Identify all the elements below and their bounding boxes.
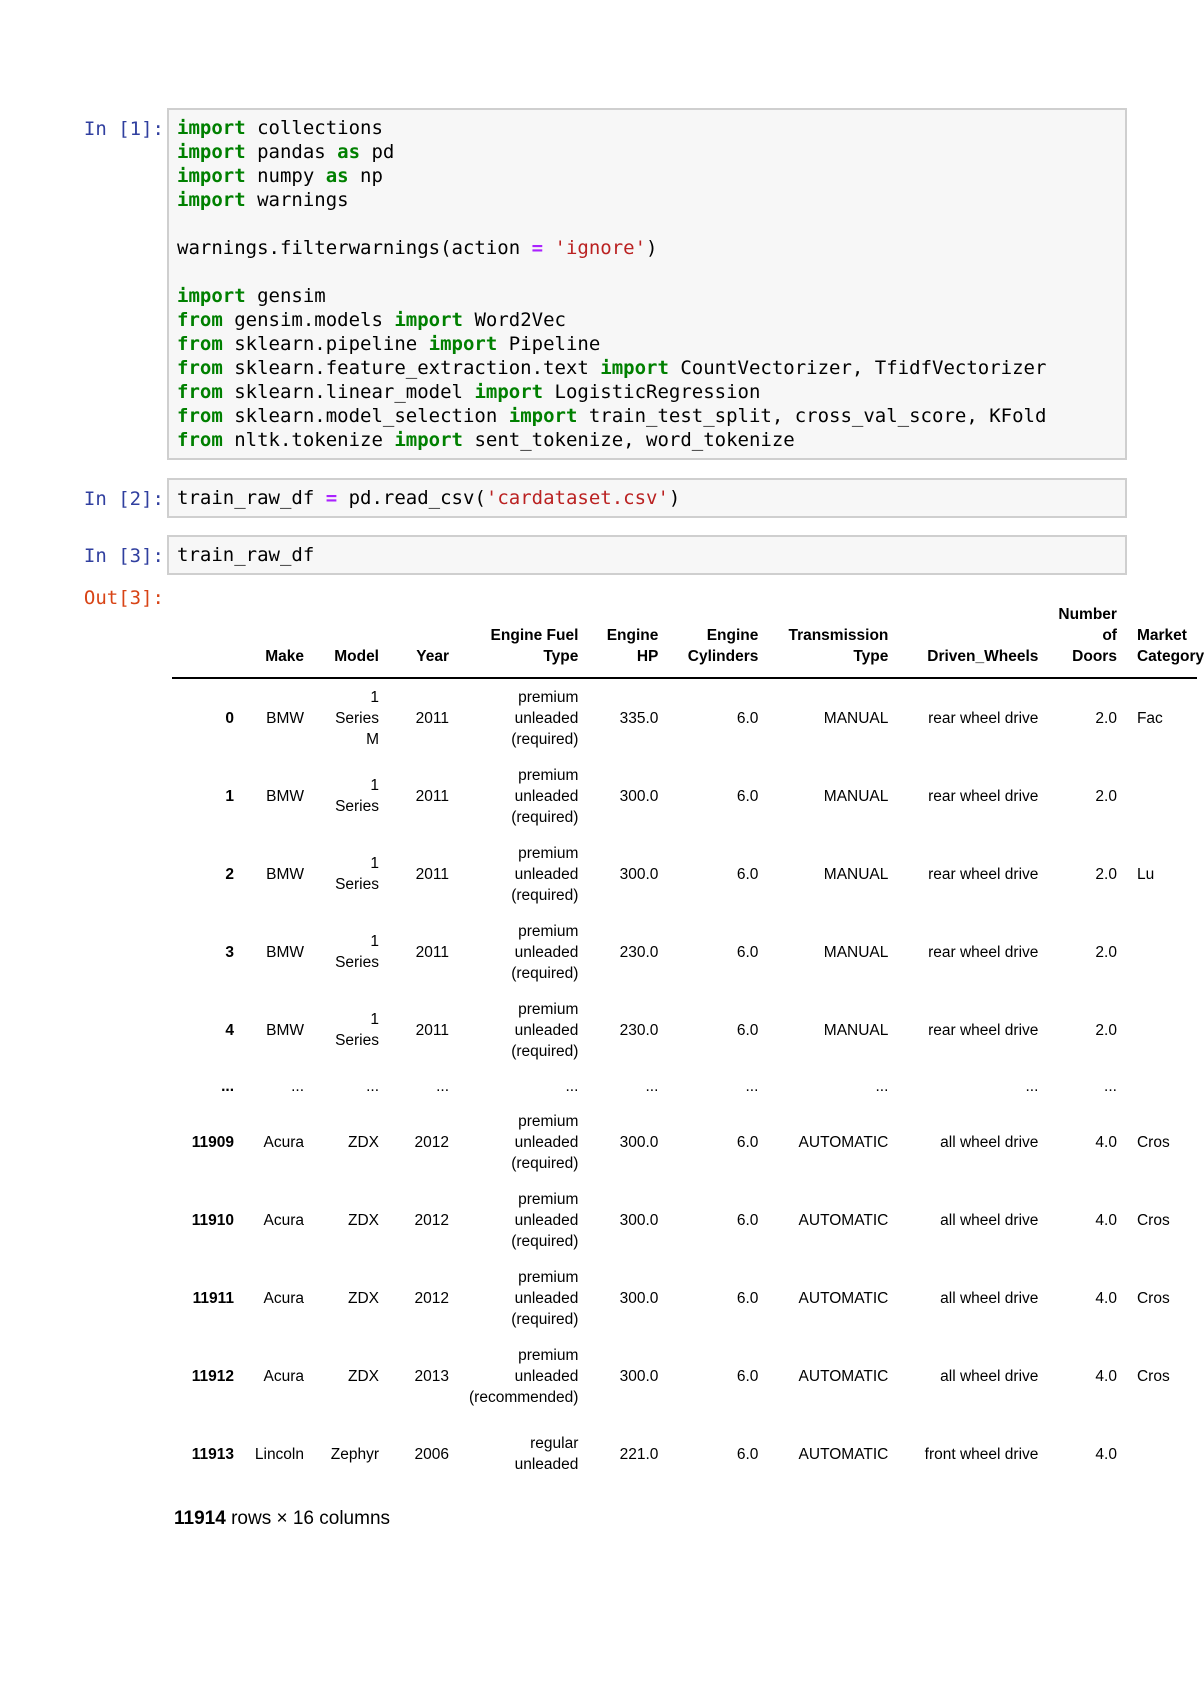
table-cell: 6.0 — [736, 1211, 759, 1229]
dataframe-table — [172, 600, 1204, 1493]
table-cell: 1 Series — [335, 1011, 379, 1049]
code-token: warnings.filterwarnings(action — [177, 237, 532, 259]
table-cell: rear wheel drive — [928, 865, 1039, 883]
table-cell: 300.0 — [619, 1289, 659, 1307]
code-line — [177, 308, 1117, 332]
keyword-token: import — [394, 309, 463, 331]
row-index: 11911 — [192, 1289, 234, 1307]
code-token — [543, 237, 554, 259]
keyword-token: from — [177, 309, 223, 331]
table-cell: AUTOMATIC — [798, 1445, 889, 1463]
keyword-token: import — [600, 357, 669, 379]
table-row — [172, 757, 1197, 835]
code-token: pd.read_csv( — [337, 487, 486, 509]
table-cell: 2012 — [414, 1211, 449, 1229]
table-cell: 6.0 — [736, 1367, 759, 1385]
code-line — [177, 164, 1117, 188]
keyword-token: import — [474, 381, 544, 403]
code-line — [177, 236, 1117, 260]
code-line — [177, 260, 1117, 284]
table-cell: Zephyr — [330, 1445, 379, 1463]
table-row — [172, 1069, 1197, 1103]
code-token: pd — [360, 141, 395, 163]
table-row — [172, 835, 1197, 913]
code-token: CountVectorizer, TfidfVectorizer — [668, 357, 1047, 379]
table-cell: ... — [366, 1077, 379, 1095]
table-row — [172, 913, 1197, 991]
table-cell: premium unleaded (required) — [511, 1112, 579, 1172]
table-cell: all wheel drive — [940, 1367, 1039, 1385]
code-token: ) — [668, 487, 681, 509]
table-cell: Cros — [1136, 1133, 1170, 1151]
operator-token: = — [325, 487, 338, 509]
table-cell: all wheel drive — [940, 1133, 1039, 1151]
table-cell: 2012 — [414, 1133, 449, 1151]
table-cell: 2013 — [414, 1367, 449, 1385]
table-cell: 335.0 — [619, 709, 659, 727]
column-header: Driven_Wheels — [927, 648, 1039, 665]
table-cell: MANUAL — [823, 709, 889, 727]
table-cell: 6.0 — [736, 1133, 759, 1151]
code-token: train_raw_df — [177, 487, 326, 509]
row-index: 11910 — [191, 1211, 234, 1229]
table-cell: 4.0 — [1095, 1133, 1117, 1151]
table-cell: 4.0 — [1095, 1367, 1117, 1385]
table-cell: 221.0 — [619, 1445, 659, 1463]
table-row — [172, 1337, 1197, 1415]
input-prompt: In [1]: — [83, 118, 164, 140]
table-cell: 2.0 — [1095, 943, 1117, 961]
shape-text: rows × 16 columns — [225, 1508, 391, 1529]
table-cell: premium unleaded (required) — [511, 844, 579, 904]
code-token: sklearn.linear_model — [222, 381, 475, 403]
table-cell: premium unleaded (required) — [511, 688, 579, 748]
keyword-token: import — [177, 165, 246, 187]
table-cell — [1127, 913, 1197, 991]
table-row — [172, 1103, 1197, 1181]
table-cell: premium unleaded (required) — [511, 922, 579, 982]
table-cell: rear wheel drive — [928, 943, 1039, 961]
code-line — [177, 543, 1117, 567]
table-cell: 6.0 — [736, 1289, 759, 1307]
table-cell: ... — [875, 1077, 889, 1095]
table-cell: regular unleaded — [514, 1435, 579, 1473]
table-cell: 1 Series — [335, 855, 379, 893]
table-cell: 1 Series M — [335, 688, 379, 748]
table-cell: Cros — [1136, 1211, 1170, 1229]
keyword-token: from — [177, 429, 223, 451]
table-cell: 300.0 — [619, 1211, 659, 1229]
code-token: collections — [245, 117, 383, 139]
table-cell: 6.0 — [736, 943, 759, 961]
table-cell: Cros — [1136, 1367, 1170, 1385]
keyword-token: import — [177, 189, 246, 211]
column-header: Engine HP — [606, 627, 659, 665]
code-line — [177, 486, 1117, 510]
row-index: ... — [221, 1077, 234, 1095]
table-cell: 6.0 — [736, 865, 759, 883]
table-cell: AUTOMATIC — [798, 1289, 889, 1307]
keyword-token: import — [394, 429, 463, 451]
row-index: 11912 — [191, 1367, 234, 1385]
table-cell: 2.0 — [1095, 865, 1117, 883]
table-cell: Acura — [263, 1133, 304, 1151]
table-cell: 6.0 — [736, 787, 759, 805]
dataframe-shape-summary — [174, 1508, 390, 1530]
code-line — [177, 140, 1117, 164]
code-token: train_raw_df — [177, 544, 315, 566]
table-cell: BMW — [266, 787, 304, 805]
table-cell: 4.0 — [1095, 1445, 1117, 1463]
table-cell: 2011 — [415, 1021, 449, 1039]
table-row — [172, 1259, 1197, 1337]
table-cell: 230.0 — [619, 943, 659, 961]
table-cell: front wheel drive — [924, 1445, 1039, 1463]
table-cell: 2011 — [415, 943, 449, 961]
keyword-token: from — [177, 333, 223, 355]
input-prompt: In [2]: — [83, 488, 164, 510]
code-editor[interactable] — [167, 478, 1127, 518]
table-cell: MANUAL — [823, 943, 889, 961]
code-token: train_test_split, cross_val_score, KFold — [577, 405, 1047, 427]
keyword-token: from — [177, 357, 223, 379]
row-count: 11914 — [174, 1508, 226, 1529]
table-cell: ... — [565, 1077, 579, 1095]
row-index: 0 — [225, 709, 234, 727]
table-cell: 6.0 — [736, 709, 759, 727]
code-token: sent_tokenize, word_tokenize — [463, 429, 795, 451]
table-cell: 4.0 — [1095, 1211, 1117, 1229]
input-prompt: In [3]: — [83, 545, 164, 567]
table-cell: 6.0 — [736, 1021, 759, 1039]
table-cell: premium unleaded (required) — [511, 1268, 579, 1328]
row-index: 3 — [225, 943, 234, 961]
code-token: Word2Vec — [463, 309, 566, 331]
keyword-token: import — [177, 285, 246, 307]
table-row — [172, 1415, 1197, 1493]
code-token: sklearn.pipeline — [222, 333, 429, 355]
table-cell: 2006 — [414, 1445, 449, 1463]
table-cell: BMW — [266, 865, 304, 883]
table-cell: BMW — [266, 1021, 304, 1039]
row-index: 11913 — [191, 1445, 234, 1463]
row-index: 11909 — [191, 1133, 234, 1151]
code-token: warnings — [245, 189, 349, 211]
table-cell: rear wheel drive — [928, 787, 1039, 805]
column-header: Engine Cylinders — [687, 627, 759, 665]
code-token: gensim — [245, 285, 326, 307]
table-cell: 2.0 — [1095, 1021, 1117, 1039]
table-cell: Cros — [1136, 1289, 1170, 1307]
table-row — [172, 678, 1197, 757]
table-cell: BMW — [266, 709, 304, 727]
table-cell: 2011 — [415, 709, 449, 727]
table-cell: rear wheel drive — [928, 1021, 1039, 1039]
column-header: Engine Fuel Type — [490, 627, 579, 665]
row-index: 1 — [225, 787, 234, 805]
table-cell: 300.0 — [619, 865, 659, 883]
code-line — [177, 428, 1117, 452]
code-line — [177, 332, 1117, 356]
table-cell: MANUAL — [823, 1021, 889, 1039]
table-row — [172, 991, 1197, 1069]
code-token: gensim.models — [222, 309, 395, 331]
operator-token: = — [531, 237, 544, 259]
code-token: sklearn.model_selection — [222, 405, 509, 427]
table-cell: ZDX — [348, 1133, 379, 1151]
table-cell — [1127, 991, 1197, 1069]
code-token: np — [348, 165, 383, 187]
table-cell: 300.0 — [619, 1133, 659, 1151]
code-line — [177, 188, 1117, 212]
keyword-token: as — [325, 165, 349, 187]
table-cell: ... — [1104, 1077, 1117, 1095]
table-row — [172, 1181, 1197, 1259]
string-token: 'ignore' — [554, 237, 647, 259]
table-cell: 4.0 — [1095, 1289, 1117, 1307]
table-header-row — [172, 600, 1197, 678]
keyword-token: import — [177, 117, 246, 139]
code-line — [177, 116, 1117, 140]
column-header: Market Category — [1136, 627, 1204, 665]
keyword-token: import — [177, 141, 246, 163]
table-cell: all wheel drive — [940, 1211, 1039, 1229]
table-cell: ... — [1025, 1077, 1039, 1095]
code-token: LogisticRegression — [543, 381, 761, 403]
table-cell: ZDX — [348, 1289, 379, 1307]
table-cell: 230.0 — [619, 1021, 659, 1039]
keyword-token: as — [337, 141, 361, 163]
table-cell: Lu — [1136, 865, 1155, 883]
table-cell: AUTOMATIC — [798, 1211, 889, 1229]
code-editor[interactable] — [167, 108, 1127, 460]
table-cell: rear wheel drive — [928, 709, 1039, 727]
column-header: Number of Doors — [1058, 606, 1117, 665]
keyword-token: from — [177, 381, 223, 403]
keyword-token: from — [177, 405, 223, 427]
table-cell: 2012 — [414, 1289, 449, 1307]
table-cell: ZDX — [348, 1211, 379, 1229]
table-cell: Fac — [1136, 709, 1163, 727]
table-cell — [1127, 757, 1197, 835]
table-cell: premium unleaded (required) — [511, 766, 579, 826]
row-index: 4 — [225, 1021, 234, 1039]
table-cell: 300.0 — [619, 787, 659, 805]
column-header: Make — [265, 648, 304, 665]
table-cell: 6.0 — [736, 1445, 759, 1463]
table-cell: 2011 — [415, 865, 449, 883]
table-cell: premium unleaded (recommended) — [469, 1346, 579, 1406]
table-cell: AUTOMATIC — [798, 1133, 889, 1151]
table-cell: 1 Series — [335, 933, 379, 971]
table-cell: premium unleaded (required) — [511, 1190, 579, 1250]
table-cell: all wheel drive — [940, 1289, 1039, 1307]
code-token: numpy — [245, 165, 326, 187]
table-cell: ... — [745, 1077, 759, 1095]
code-line — [177, 212, 1117, 236]
table-cell: ... — [645, 1077, 659, 1095]
code-token: Pipeline — [497, 333, 601, 355]
table-cell: Lincoln — [254, 1445, 304, 1463]
column-header: Model — [334, 648, 379, 665]
table-cell: ... — [291, 1077, 304, 1095]
code-token: sklearn.feature_extraction.text — [222, 357, 601, 379]
row-index: 2 — [225, 865, 234, 883]
table-cell: MANUAL — [823, 865, 889, 883]
column-header: Transmission Type — [788, 627, 889, 665]
code-token: pandas — [245, 141, 338, 163]
table-cell: 2.0 — [1095, 787, 1117, 805]
table-cell: MANUAL — [823, 787, 889, 805]
code-editor[interactable] — [167, 535, 1127, 575]
index-header — [172, 600, 244, 678]
keyword-token: import — [428, 333, 498, 355]
table-cell: 2011 — [415, 787, 449, 805]
code-line — [177, 404, 1117, 428]
table-cell: Acura — [263, 1211, 304, 1229]
table-cell: Acura — [263, 1367, 304, 1385]
table-cell: 1 Series — [335, 777, 379, 815]
table-cell: Acura — [263, 1289, 304, 1307]
string-token: 'cardataset.csv' — [485, 487, 669, 509]
code-token: nltk.tokenize — [222, 429, 395, 451]
code-token: ) — [646, 237, 658, 259]
table-cell: BMW — [266, 943, 304, 961]
column-header: Year — [416, 648, 449, 665]
table-cell: AUTOMATIC — [798, 1367, 889, 1385]
table-cell: 2.0 — [1095, 709, 1117, 727]
table-cell: ZDX — [348, 1367, 379, 1385]
output-prompt: Out[3]: — [83, 587, 164, 609]
code-line — [177, 356, 1117, 380]
code-line — [177, 380, 1117, 404]
keyword-token: import — [508, 405, 578, 427]
table-cell: premium unleaded (required) — [511, 1000, 579, 1060]
code-line — [177, 284, 1117, 308]
dataframe-output — [172, 600, 1204, 1540]
table-cell: 300.0 — [619, 1367, 659, 1385]
table-cell — [1127, 1415, 1197, 1493]
table-cell — [1127, 1069, 1197, 1103]
table-cell: ... — [436, 1077, 449, 1095]
